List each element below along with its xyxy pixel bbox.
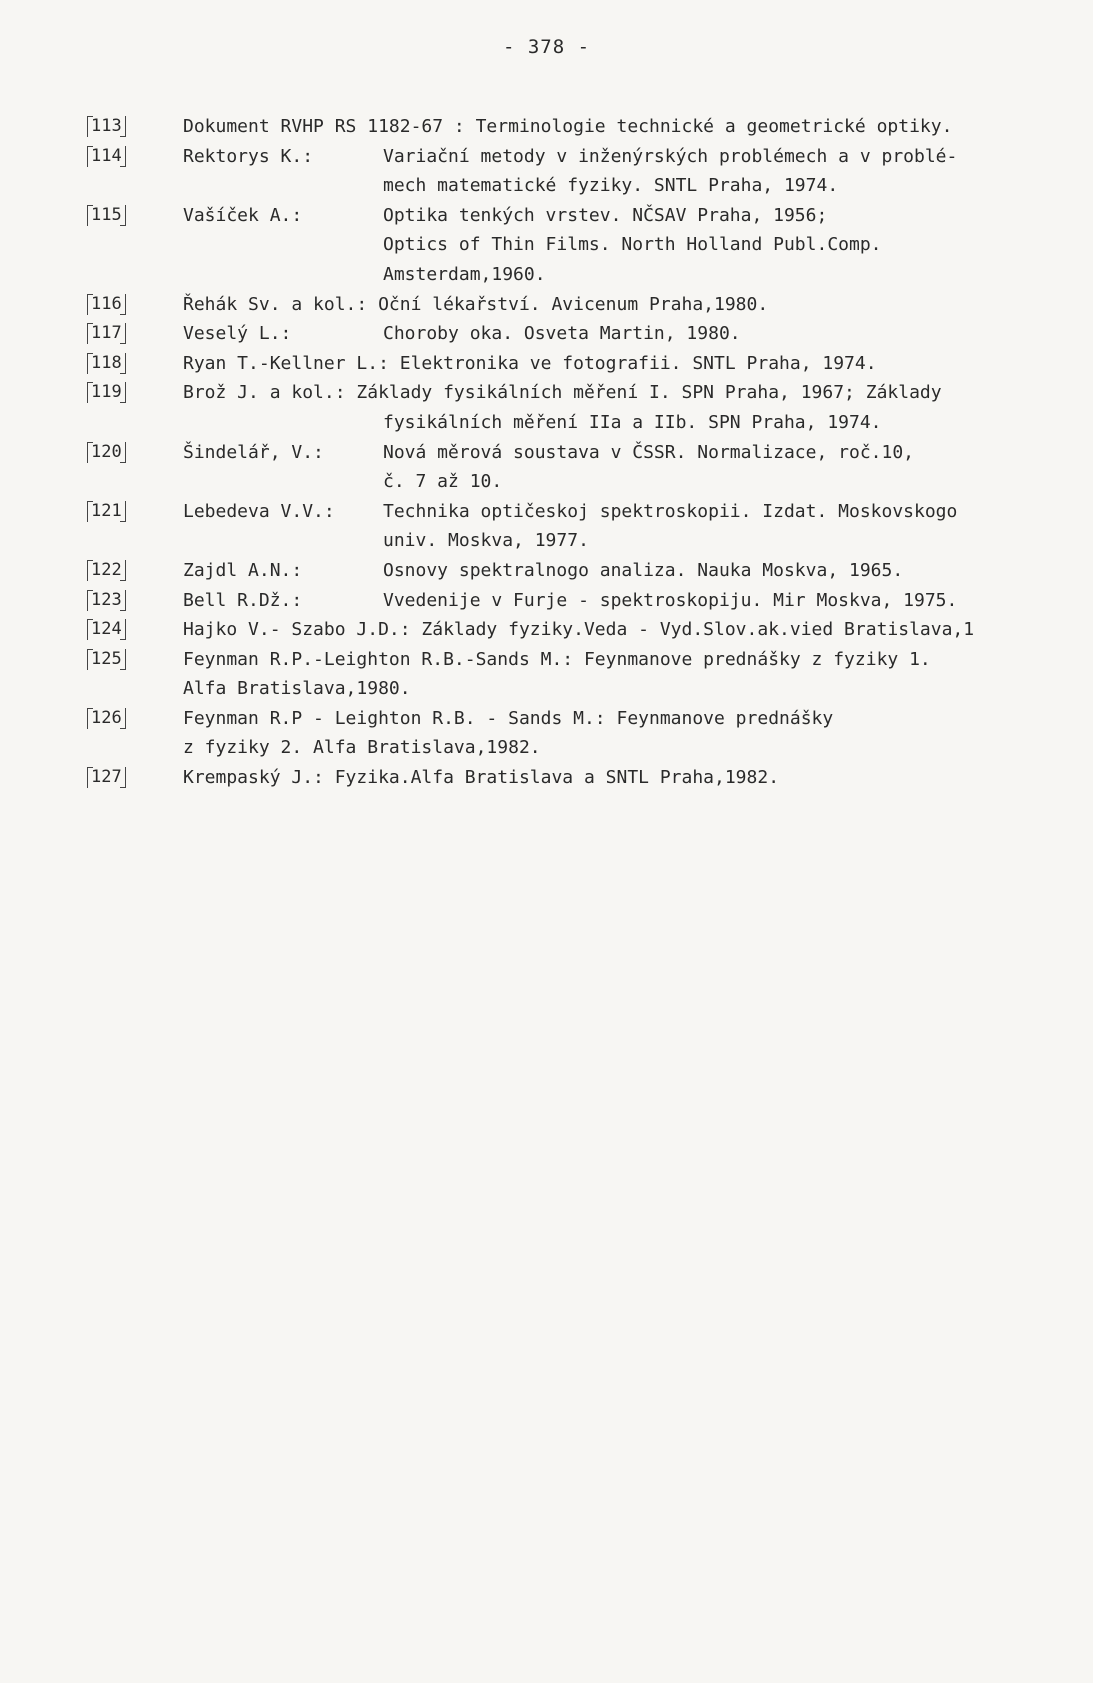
reference-121 <box>87 497 1087 527</box>
reference-text: Řehák Sv. a kol.: Oční lékařství. Avicenum Praha,1980. <box>183 293 769 315</box>
reference-126 <box>87 704 1087 734</box>
reference-number: 117 <box>87 323 126 344</box>
reference-text-continued: Optics of Thin Films. North Holland Publ.Comp. <box>383 234 882 256</box>
reference-author: Vašíček A.: <box>183 204 303 226</box>
reference-text-continued: z fyziky 2. Alfa Bratislava,1982. <box>183 737 541 759</box>
reference-text: Technika optičeskoj spektroskopii. Izdat. Moskovskogo <box>383 500 958 522</box>
reference-number: 122 <box>87 560 126 581</box>
reference-author: Lebedeva V.V.: <box>183 500 335 522</box>
reference-114 <box>87 142 1087 172</box>
reference-text-continued: fysikálních měření IIa a IIb. SPN Praha, 1974. <box>383 411 882 433</box>
reference-text: Choroby oka. Osveta Martin, 1980. <box>383 323 741 345</box>
reference-continuation <box>87 733 1087 763</box>
reference-117 <box>87 319 1087 349</box>
reference-116 <box>87 290 1087 320</box>
reference-text: Vvedenije v Furje - spektroskopiju. Mir Moskva, 1975. <box>383 589 958 611</box>
reference-number: 114 <box>87 146 126 167</box>
reference-number: 113 <box>87 116 126 137</box>
reference-125 <box>87 645 1087 675</box>
reference-continuation <box>87 674 1087 704</box>
reference-113 <box>87 112 1087 142</box>
reference-author: Zajdl A.N.: <box>183 559 303 581</box>
reference-number: 125 <box>87 649 126 670</box>
reference-number: 116 <box>87 294 126 315</box>
reference-continuation <box>87 260 1087 290</box>
reference-text: Dokument RVHP RS 1182-67 : Terminologie technické a geometrické optiky. <box>183 116 953 137</box>
reference-124 <box>87 615 1087 645</box>
reference-number: 119 <box>87 382 126 403</box>
reference-115 <box>87 201 1087 231</box>
reference-number: 123 <box>87 590 126 611</box>
reference-number: 124 <box>87 619 126 640</box>
reference-number: 115 <box>87 205 126 226</box>
reference-text: Variační metody v inženýrských problémech a v problé- <box>383 145 958 167</box>
reference-text-continued: Amsterdam,1960. <box>383 263 546 285</box>
reference-text: Feynman R.P - Leighton R.B. - Sands M.: Feynmanove prednášky <box>183 707 834 729</box>
reference-text: Nová měrová soustava v ČSSR. Normalizace, roč.10, <box>383 441 915 463</box>
reference-text: Ryan T.-Kellner L.: Elektronika ve fotografii. SNTL Praha, 1974. <box>183 352 877 374</box>
reference-119 <box>87 378 1087 408</box>
reference-122 <box>87 556 1087 586</box>
reference-text-continued: č. 7 až 10. <box>383 471 503 493</box>
reference-120 <box>87 438 1087 468</box>
reference-text-continued: Alfa Bratislava,1980. <box>183 678 411 700</box>
reference-continuation <box>87 230 1087 260</box>
reference-text: Krempaský J.: Fyzika.Alfa Bratislava a SNTL Praha,1982. <box>183 767 780 789</box>
reference-author: Bell R.Dž.: <box>183 589 303 611</box>
reference-author: Šindelář, V.: <box>183 441 324 463</box>
reference-text: Feynman R.P.-Leighton R.B.-Sands M.: Feynmanove prednášky z fyziky 1. <box>183 648 931 670</box>
reference-127 <box>87 763 1087 793</box>
reference-number: 120 <box>87 442 126 463</box>
reference-text-continued: mech matematické fyziky. SNTL Praha, 1974. <box>383 175 839 197</box>
reference-continuation <box>87 171 1087 201</box>
reference-continuation <box>87 526 1087 556</box>
reference-continuation <box>87 467 1087 497</box>
reference-continuation <box>87 408 1087 438</box>
reference-text: Optika tenkých vrstev. NČSAV Praha, 1956; <box>383 204 828 226</box>
reference-number: 126 <box>87 708 126 729</box>
reference-author: Veselý L.: <box>183 323 292 345</box>
reference-number: 127 <box>87 767 126 788</box>
reference-118 <box>87 349 1087 379</box>
reference-author: Rektorys K.: <box>183 145 314 167</box>
reference-text: Hajko V.- Szabo J.D.: Základy fyziky.Veda - Vyd.Slov.ak.vied Bratislava,1 <box>183 619 975 641</box>
reference-text: Osnovy spektralnogo analiza. Nauka Moskva, 1965. <box>383 559 904 581</box>
reference-text-continued: univ. Moskva, 1977. <box>383 530 589 552</box>
reference-text: Brož J. a kol.: Základy fysikálních měření I. SPN Praha, 1967; Základy <box>183 382 942 404</box>
reference-list <box>87 112 1087 793</box>
reference-number: 121 <box>87 501 126 522</box>
reference-123 <box>87 586 1087 616</box>
reference-number: 118 <box>87 353 126 374</box>
page-number: - 378 - <box>502 36 591 58</box>
